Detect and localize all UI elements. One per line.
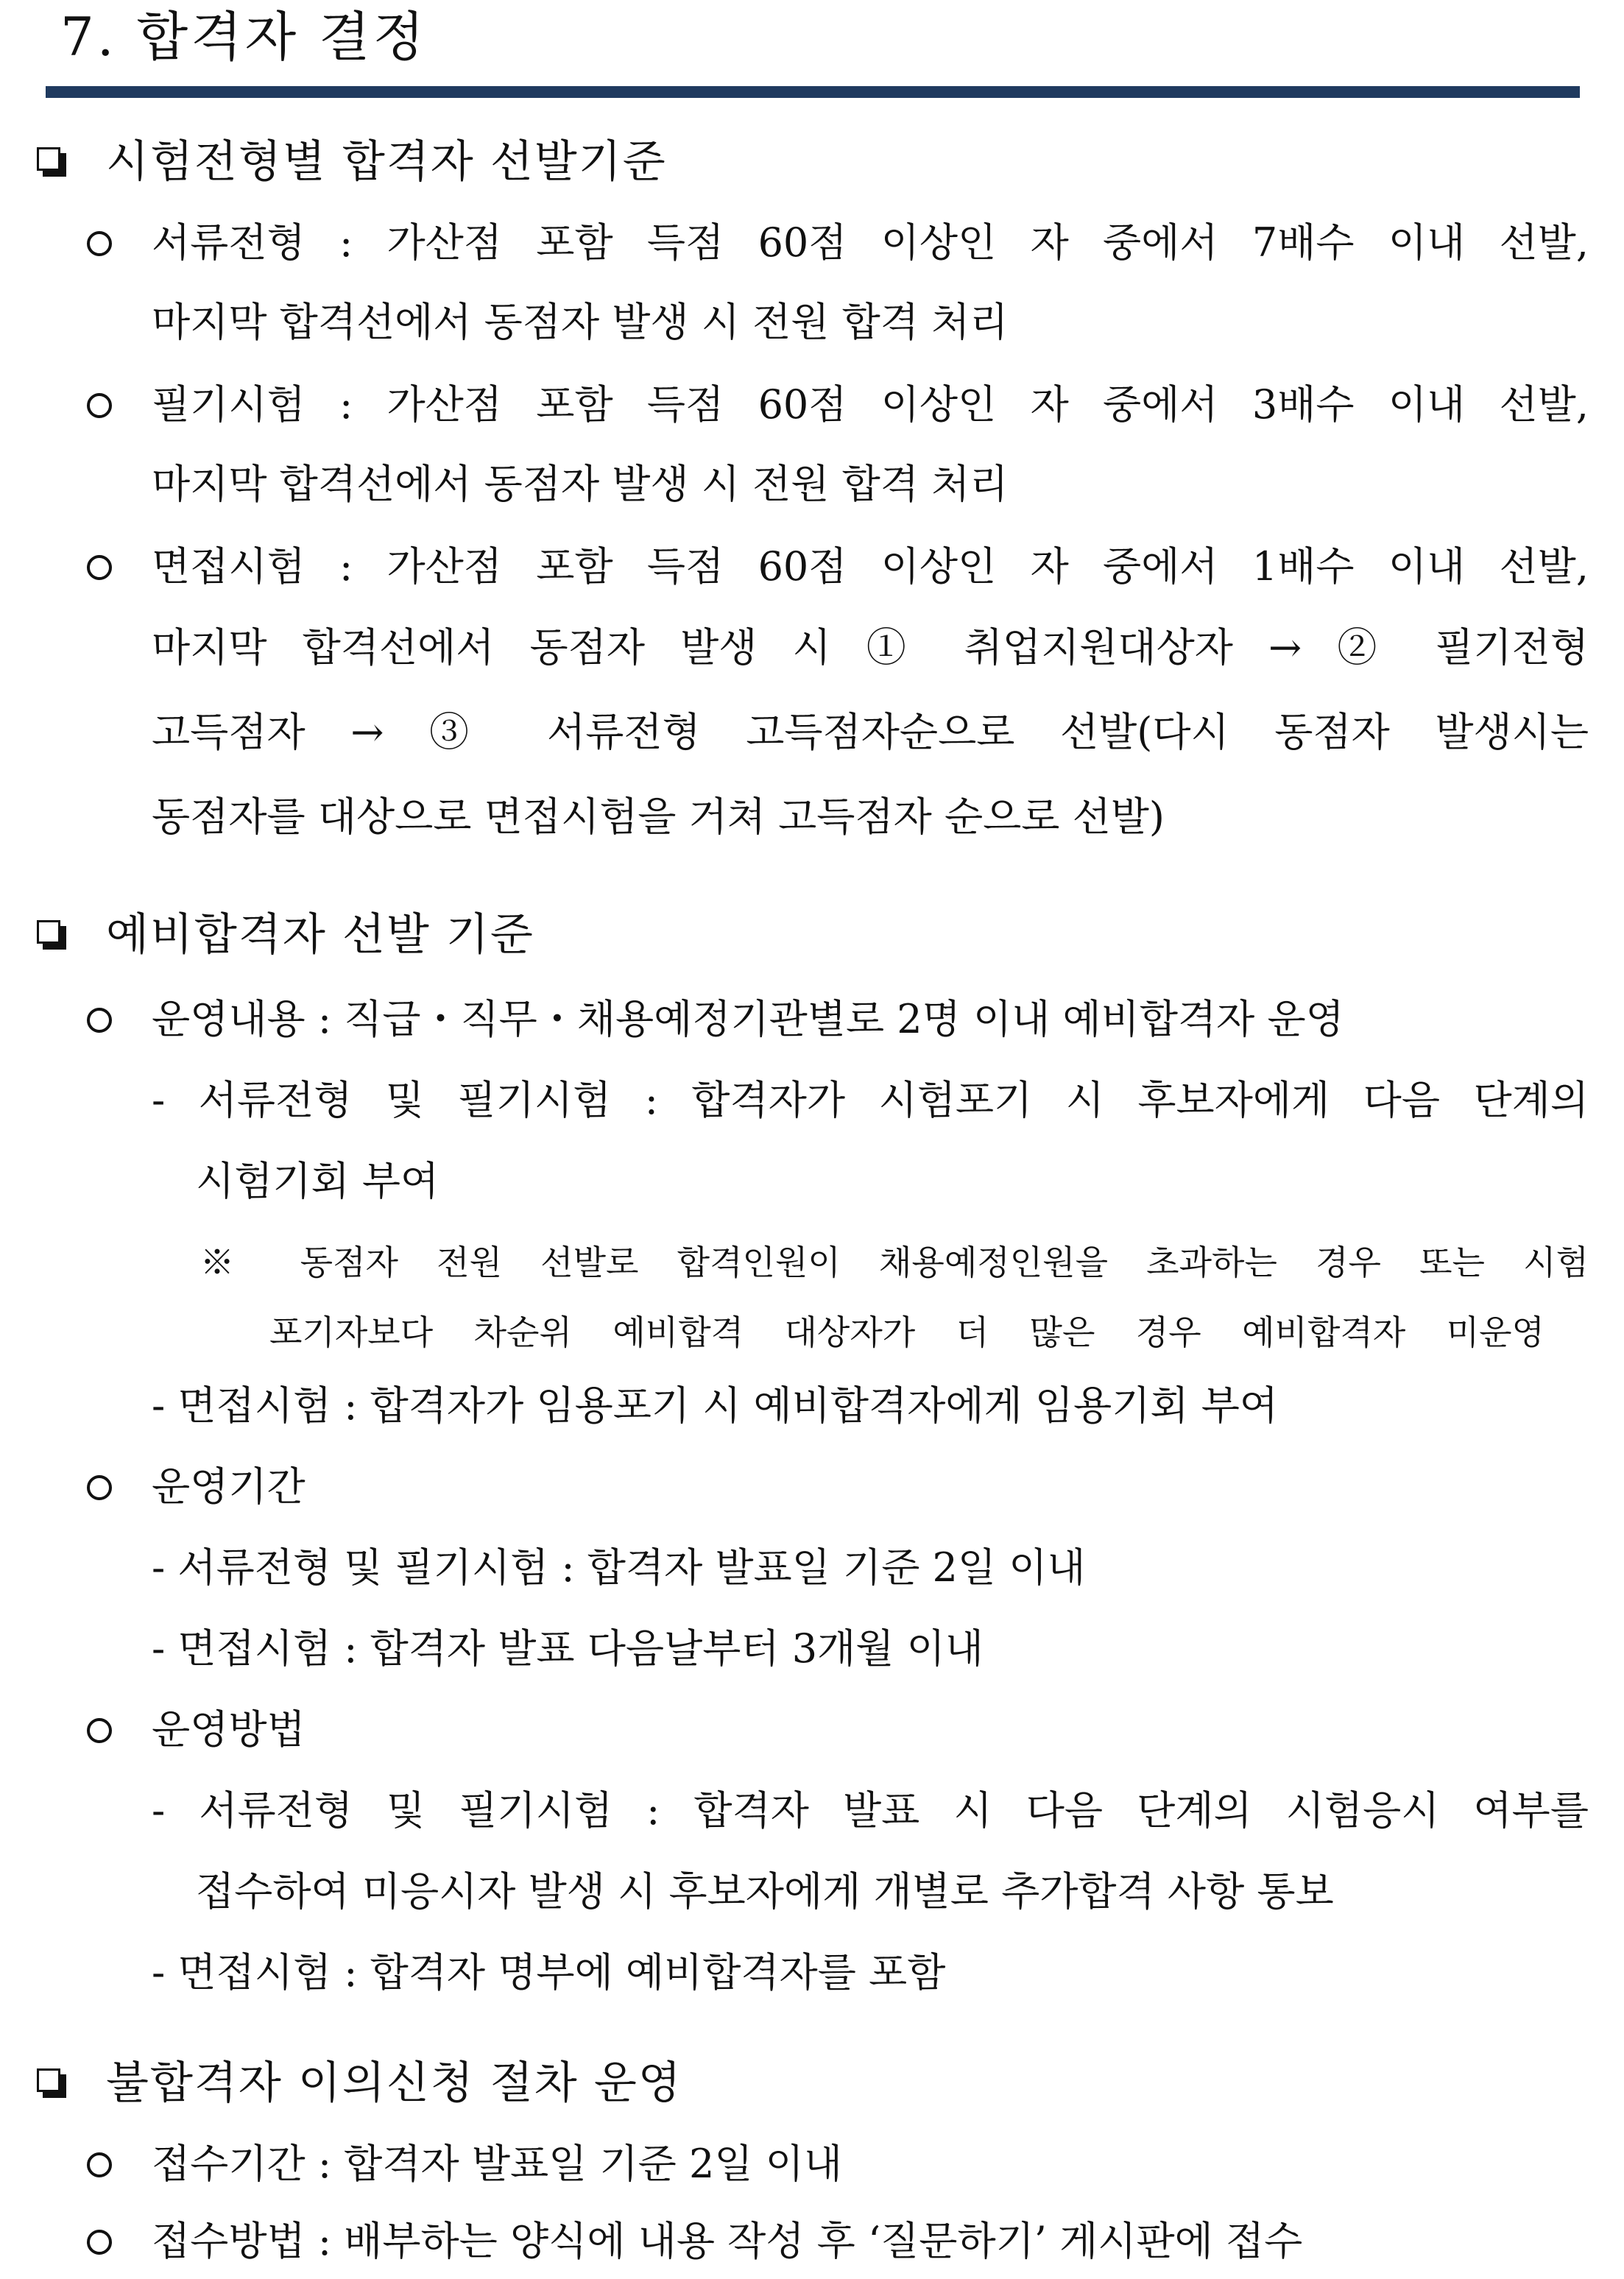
title-rule: [46, 86, 1580, 98]
checkbox-square-icon: [37, 920, 65, 948]
list-item-text: 운영기간: [152, 1463, 306, 1510]
list-item-text: 필기시험 : 가산점 포함 득점 60점 이상인 자 중에서 3배수 이내 선발,: [152, 381, 1589, 428]
list-item-operation-content: [87, 990, 1589, 1049]
list-item-application-method: [87, 2212, 1589, 2271]
section-heading-text: 예비합격자 선발 기준: [106, 909, 534, 961]
list-item-continuation: 마지막 합격선에서 동점자 발생 시 전원 합격 처리: [152, 299, 1009, 345]
list-item-text: 면접시험 : 가산점 포함 득점 60점 이상인 자 중에서 1배수 이내 선발,: [152, 543, 1589, 590]
list-item-continuation: 마지막 합격선에서 동점자 발생 시 ① 취업지원대상자 → ② 필기전형: [152, 624, 1589, 671]
circle-bullet-icon: [87, 231, 112, 256]
list-item-written-exam: [87, 375, 1589, 434]
list-item-operation-method: [87, 1700, 529, 1759]
list-item-continuation: 고득점자 → ③ 서류전형 고득점자순으로 선발(다시 동점자 발생시는: [152, 709, 1589, 755]
list-item-application-period: [87, 2135, 1589, 2194]
list-item-operation-period: [87, 1458, 529, 1516]
checkbox-square-icon: [37, 2068, 65, 2096]
dash-item: - 서류전형 및 필기시험 : 합격자가 시험포기 시 후보자에게 다음 단계의: [152, 1077, 1589, 1123]
dash-item-continuation: 시험기회 부여: [196, 1158, 439, 1204]
dash-item-continuation: 접수하여 미응시자 발생 시 후보자에게 개별로 추가합격 사항 통보: [196, 1868, 1334, 1915]
page-title: 7. 합격자 결정: [60, 6, 428, 68]
list-item-text: 서류전형 : 가산점 포함 득점 60점 이상인 자 중에서 7배수 이내 선발,: [152, 219, 1589, 266]
circle-bullet-icon: [87, 1475, 112, 1500]
circle-bullet-icon: [87, 555, 112, 580]
circle-bullet-icon: [87, 2152, 112, 2177]
dash-item: - 서류전형 및 필기시험 : 합격자 발표 시 다음 단계의 시험응시 여부를: [152, 1787, 1589, 1834]
section-heading-text: 시험전형별 합격자 선발기준: [106, 136, 667, 188]
list-item-text: 접수방법 : 배부하는 양식에 내용 작성 후 ‘질문하기’ 게시판에 접수: [152, 2218, 1303, 2264]
list-item-text: 운영방법: [152, 1706, 306, 1753]
list-item-text: 접수기간 : 합격자 발표일 기준 2일 이내: [152, 2141, 842, 2187]
section-heading-text: 불합격자 이의신청 절차 운영: [106, 2057, 682, 2109]
list-item-text: 운영내용 : 직급・직무・채용예정기관별로 2명 이내 예비합격자 운영: [152, 996, 1344, 1042]
dash-item: - 면접시험 : 합격자 발표 다음날부터 3개월 이내: [152, 1625, 984, 1672]
note-line-continuation: 포기자보다 차순위 예비합격 대상자가 더 많은 경우 예비합격자 미운영: [269, 1312, 1544, 1352]
dash-item: - 면접시험 : 합격자 명부에 예비합격자를 포함: [152, 1949, 946, 1996]
dash-item: - 면접시험 : 합격자가 임용포기 시 예비합격자에게 임용기회 부여: [152, 1382, 1279, 1429]
checkbox-square-icon: [37, 147, 65, 175]
note-line: ※ 동점자 전원 선발로 합격인원이 채용예정인원을 초과하는 경우 또는 시험: [200, 1243, 1589, 1282]
circle-bullet-icon: [87, 1008, 112, 1033]
circle-bullet-icon: [87, 2230, 112, 2255]
dash-item: - 서류전형 및 필기시험 : 합격자 발표일 기준 2일 이내: [152, 1544, 1086, 1591]
list-item-interview: [87, 537, 1589, 596]
list-item-continuation: 동점자를 대상으로 면접시험을 거쳐 고득점자 순으로 선발): [152, 794, 1165, 840]
circle-bullet-icon: [87, 393, 112, 418]
circle-bullet-icon: [87, 1718, 112, 1743]
list-item-document-screening: [87, 213, 1589, 272]
list-item-continuation: 마지막 합격선에서 동점자 발생 시 전원 합격 처리: [152, 461, 1009, 507]
